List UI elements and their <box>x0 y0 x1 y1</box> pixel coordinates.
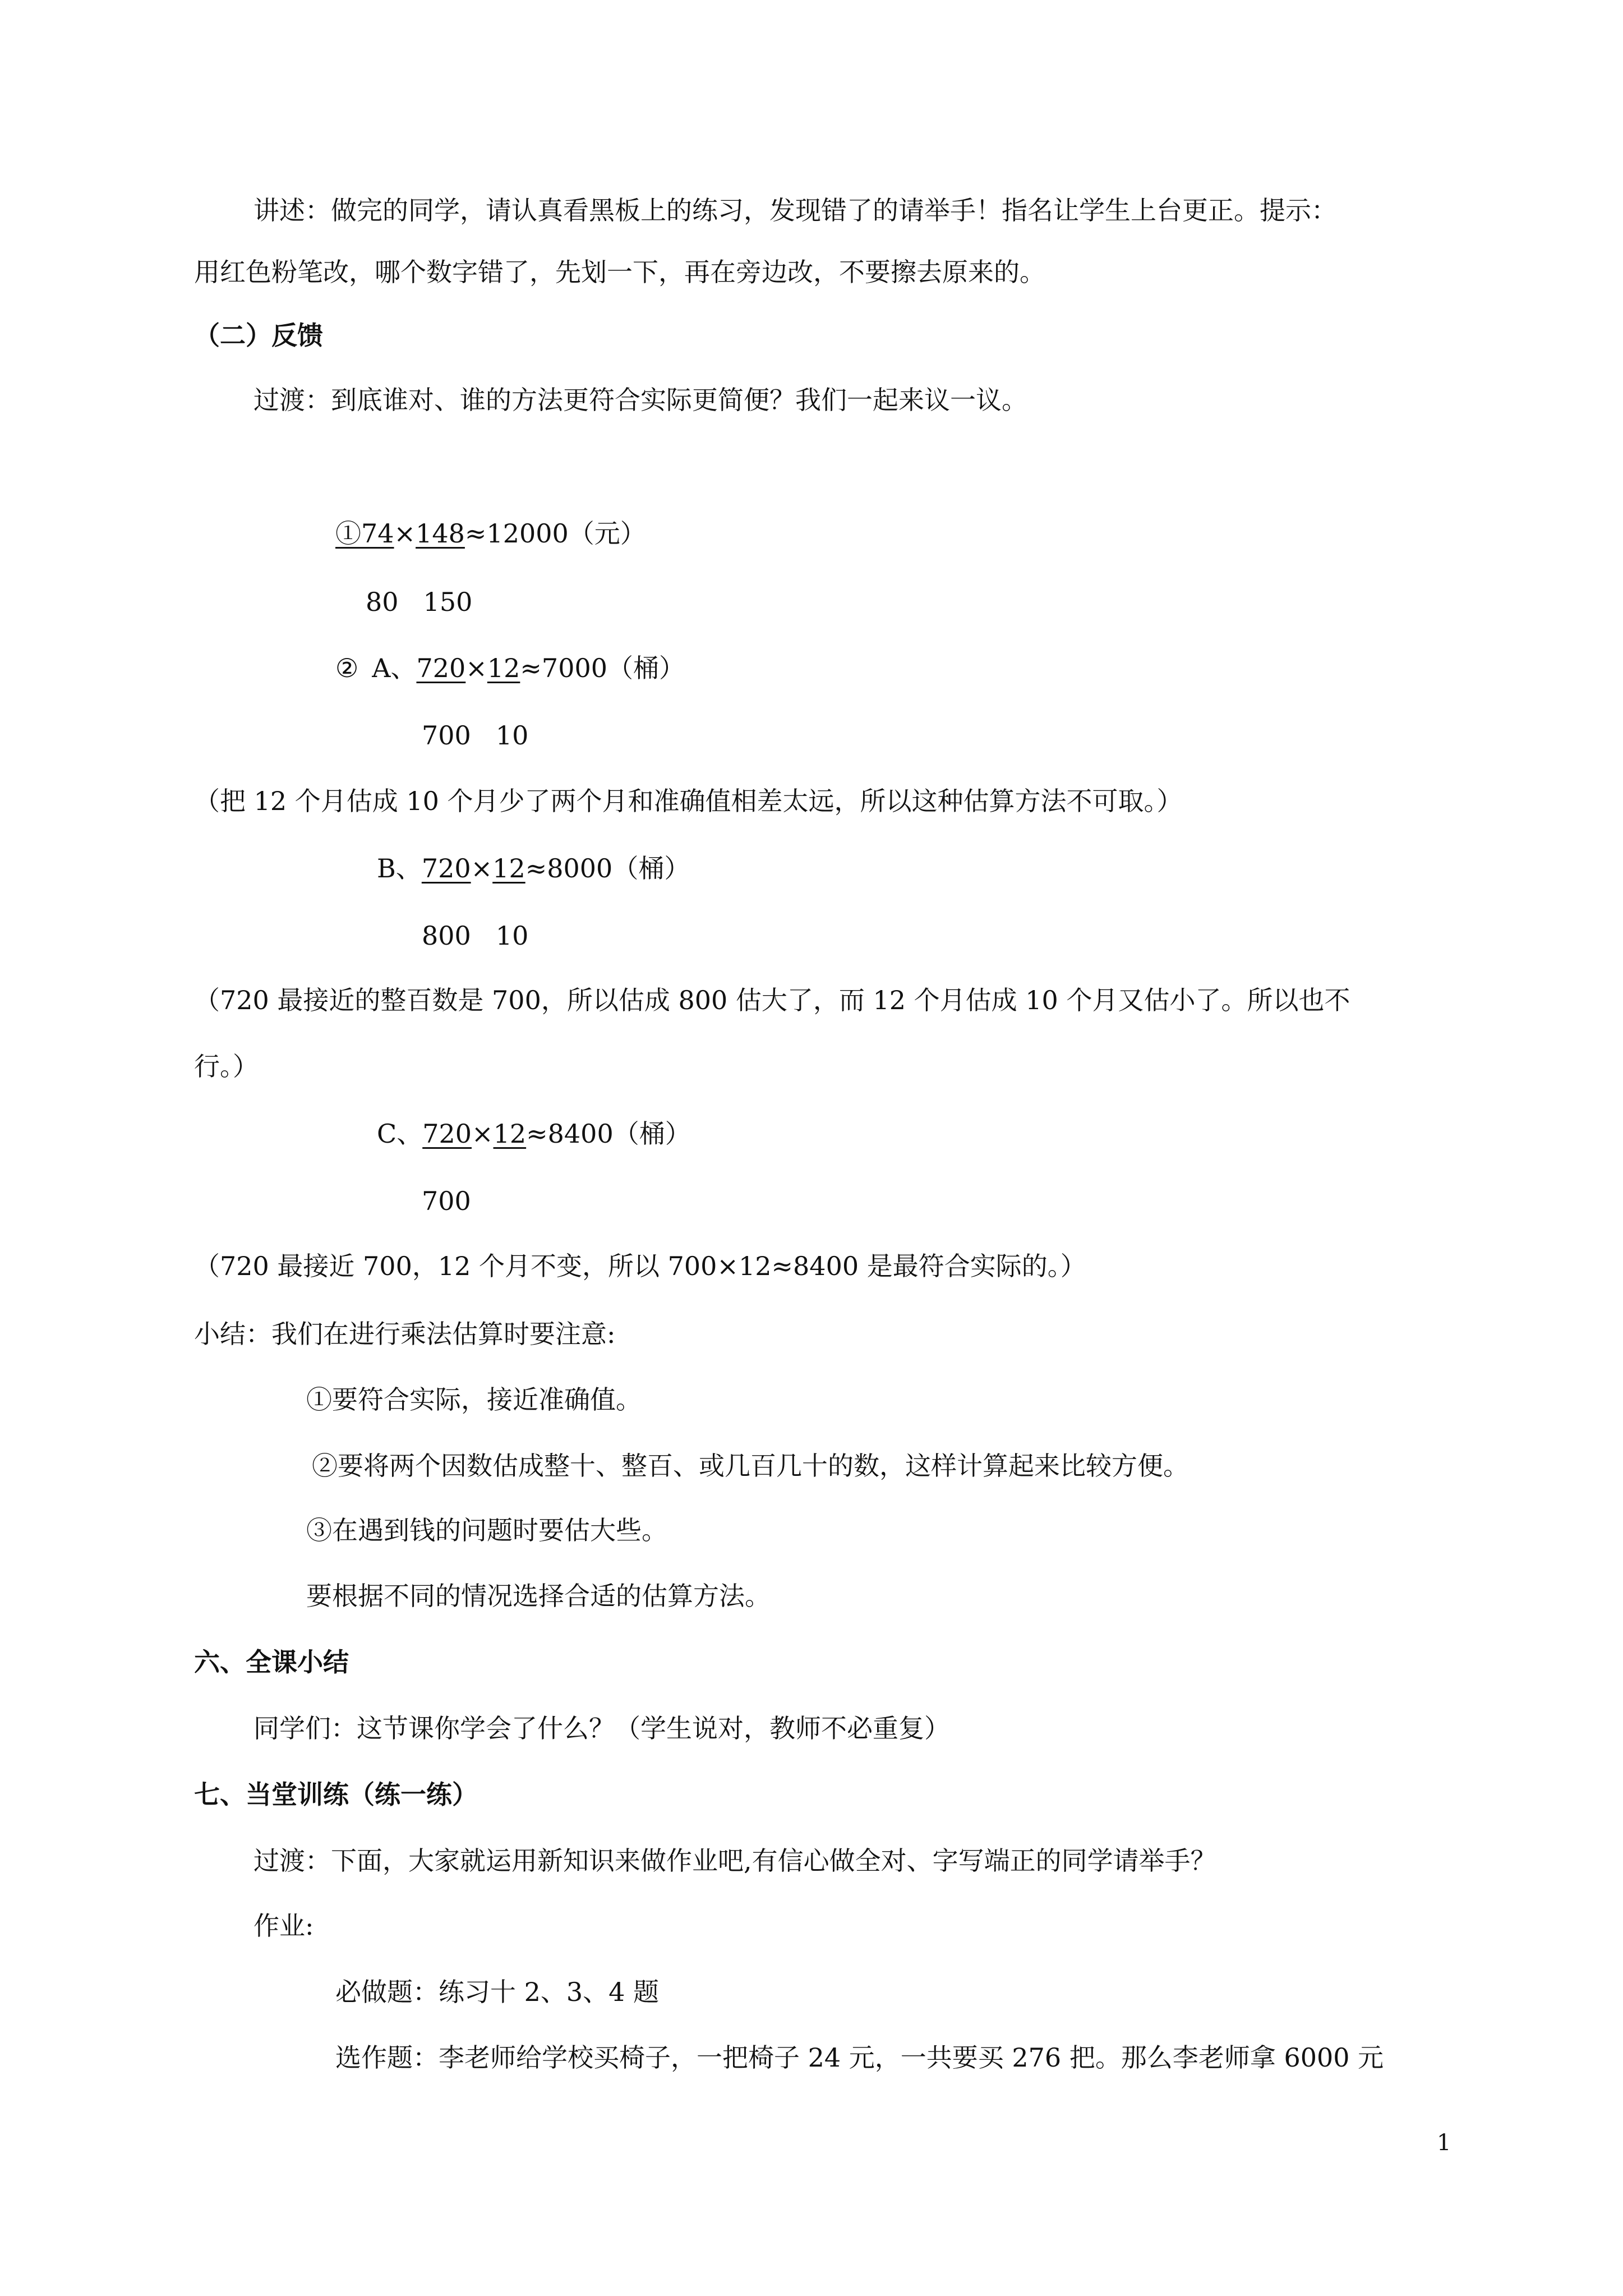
example2b-est-y: 10 <box>495 921 529 951</box>
example2a-note: （把 12 个月估成 10 个月少了两个月和准确值相差太远，所以这种估算方法不可取。） <box>194 786 1183 816</box>
example1-times: × <box>394 518 416 549</box>
feedback-transition: 过渡：到底谁对、谁的方法更符合实际更简便？我们一起来议一议。 <box>253 385 1027 415</box>
example2a-equation <box>335 655 685 681</box>
example2-marker: ② <box>335 653 359 683</box>
example2c-times: × <box>472 1119 494 1149</box>
example2a-factor-y: 12 <box>487 653 520 683</box>
example2a-estimates <box>422 720 529 751</box>
example1-result: ≈12000（元） <box>464 518 646 549</box>
example1-estimates <box>366 589 472 615</box>
section7-heading: 七、当堂训练（练一练） <box>194 1779 478 1810</box>
homework-optional: 选作题：李老师给学校买椅子，一把椅子 24 元，一共要买 276 把。那么李老师拿 6000 元 <box>335 2042 1384 2073</box>
example1-est-a: 80 <box>366 587 399 617</box>
example2b-equation <box>377 853 690 884</box>
example2c-note: （720 最接近 700，12 个月不变，所以 700×12≈8400 是最符合实际的。） <box>194 1251 1086 1281</box>
example2b-factor-y: 12 <box>492 853 525 884</box>
example2c-est-x: 700 <box>422 1186 471 1216</box>
example2b-note-line-1: （720 最接近的整百数是 700，所以估成 800 估大了，而 12 个月估成 10 个月又估小了。所以也不 <box>194 985 1350 1015</box>
example2c-factor-y: 12 <box>493 1119 527 1149</box>
example2b-result: ≈8000（桶） <box>525 853 690 884</box>
example2c-label: C、 <box>377 1119 423 1149</box>
summary-item-2: ②要将两个因数估成整十、整百、或几百几十的数，这样计算起来比较方便。 <box>312 1451 1189 1481</box>
example2c-factor-x: 720 <box>422 1119 472 1149</box>
page-number: 1 <box>1437 2130 1451 2156</box>
example2a-est-y: 10 <box>495 720 529 751</box>
homework-required: 必做题：练习十 2、3、4 题 <box>335 1977 660 2007</box>
section6-heading: 六、全课小结 <box>194 1647 349 1677</box>
intro-line-2: 用红色粉笔改，哪个数字错了，先划一下，再在旁边改，不要擦去原来的。 <box>194 257 1045 287</box>
example2c-result: ≈8400（桶） <box>526 1119 691 1149</box>
example2a-label: A、 <box>372 653 417 683</box>
example1-marker: ① <box>335 518 361 549</box>
example2c-equation <box>377 1121 691 1147</box>
example2a-factor-x: 720 <box>416 653 466 683</box>
example1-equation <box>335 518 646 549</box>
example2a-est-x: 700 <box>422 720 471 751</box>
feedback-heading: （二）反馈 <box>194 320 323 351</box>
section6-text: 同学们：这节课你学会了什么？（学生说对，教师不必重复） <box>253 1713 950 1743</box>
intro-line-1: 讲述：做完的同学，请认真看黑板上的练习，发现错了的请举手！指名让学生上台更正。提示： <box>253 195 1337 226</box>
summary-item-1: ①要符合实际，接近准确值。 <box>306 1384 642 1415</box>
example2b-note-line-2: 行。） <box>194 1051 259 1082</box>
example1-factor-b: 148 <box>416 518 465 549</box>
example2b-est-x: 800 <box>422 921 471 951</box>
example2b-estimates <box>422 923 528 949</box>
example1-est-b: 150 <box>423 587 473 617</box>
example1-factor-a: 74 <box>361 518 394 549</box>
section7-transition: 过渡：下面，大家就运用新知识来做作业吧,有信心做全对、字写端正的同学请举手？ <box>253 1846 1216 1876</box>
summary-item-3: ③在遇到钱的问题时要估大些。 <box>306 1515 667 1545</box>
example2a-result: ≈7000（桶） <box>520 653 685 683</box>
example2b-times: × <box>471 853 493 884</box>
example2b-label: B、 <box>377 853 422 884</box>
summary-item-4: 要根据不同的情况选择合适的估算方法。 <box>306 1581 771 1611</box>
example2b-factor-x: 720 <box>421 853 471 884</box>
homework-label: 作业: <box>253 1911 314 1941</box>
example2a-times: × <box>465 653 487 683</box>
summary-lead: 小结：我们在进行乘法估算时要注意: <box>194 1319 616 1349</box>
